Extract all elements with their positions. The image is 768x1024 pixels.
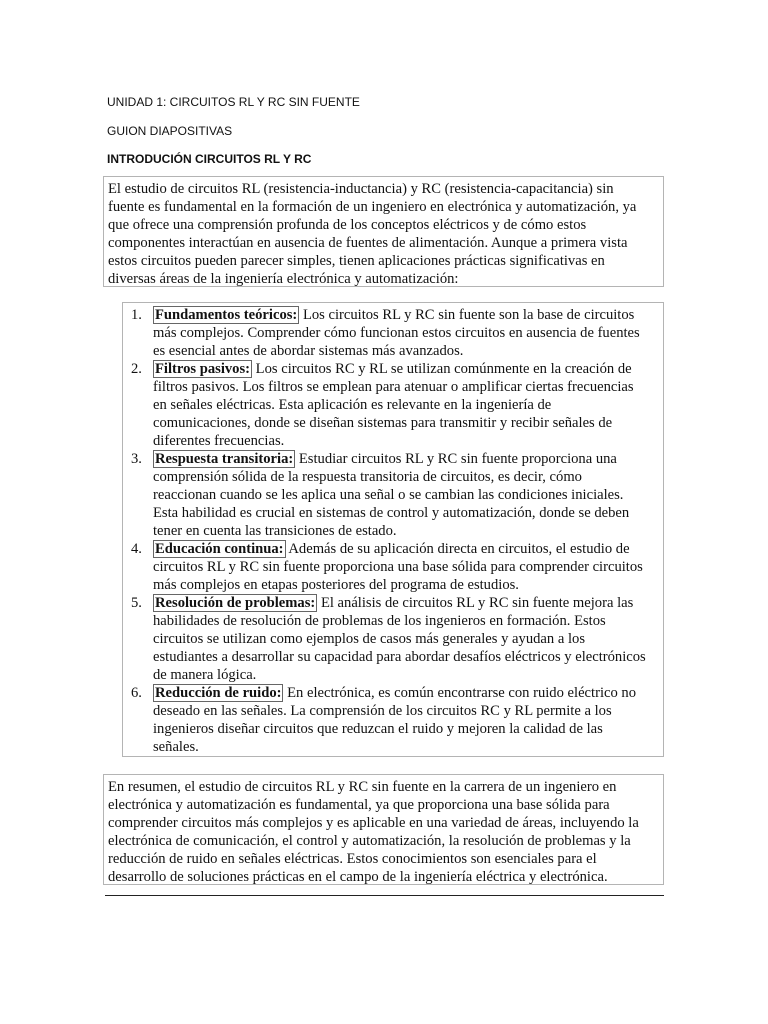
list-item-line: filtros pasivos. Los filtros se emplean para atenuar o amplificar ciertas frecuencias: [153, 379, 634, 395]
list-item: [123, 540, 663, 594]
list-item-line: de manera lógica.: [153, 667, 257, 683]
list-item-line: deseado en las señales. La comprensión de los circuitos RC y RL permite a los: [153, 703, 612, 719]
list-item-line: [153, 540, 663, 558]
list-item: [123, 450, 663, 540]
list-item-text: En electrónica, es común encontrarse con ruido eléctrico no: [287, 685, 637, 701]
list-item: [123, 684, 663, 756]
intro-paragraph: [103, 176, 664, 287]
list-item-number: 1.: [131, 307, 142, 323]
intro-line: fuente es fundamental en la formación de un ingeniero en electrónica y automatización, ya: [108, 199, 637, 215]
list-item: [123, 594, 663, 684]
summary-line: electrónica de comunicación, el control y automatización, la resolución de problemas y la: [108, 833, 631, 849]
list-item-line: comunicaciones, donde se diseñan sistemas para transmitir y recibir señales de: [153, 415, 613, 431]
list-item-number: 3.: [131, 451, 142, 467]
list-item-term: Reducción de ruido:: [155, 685, 282, 701]
list-item-body: [153, 684, 663, 756]
list-item-line: [153, 360, 663, 378]
list-item-number-cell: [123, 306, 153, 360]
horizontal-rule: [105, 895, 664, 896]
list-item-term: Respuesta transitoria:: [155, 451, 294, 467]
intro-line: estos circuitos pueden parecer simples, tienen aplicaciones prácticas significativas en: [108, 253, 605, 269]
list-item-line: circuitos se utilizan como ejemplos de casos más generales y ayudan a los: [153, 631, 586, 647]
summary-line: En resumen, el estudio de circuitos RL y RC sin fuente en la carrera de un ingeniero en: [108, 779, 617, 795]
list-item-line: en señales eléctricas. Esta aplicación es relevante en la ingeniería de: [153, 397, 552, 413]
list-item-line: Esta habilidad es crucial en sistemas de control y automatización, donde se deben: [153, 505, 630, 521]
summary-line: reducción de ruido en señales eléctricas. Estos conocimientos son esenciales para el: [108, 851, 597, 867]
list-item-number: 5.: [131, 595, 142, 611]
list-item-body: [153, 450, 663, 540]
list-item-number: 4.: [131, 541, 142, 557]
list-item-text: Además de su aplicación directa en circuitos, el estudio de: [288, 541, 630, 557]
list-item-body: [153, 360, 663, 450]
list-item-number: 6.: [131, 685, 142, 701]
list-item-number-cell: [123, 594, 153, 684]
intro-line: El estudio de circuitos RL (resistencia-inductancia) y RC (resistencia-capacitancia) sin: [108, 181, 614, 197]
document-subtitle: GUION DIAPOSITIVAS: [107, 124, 233, 138]
list-item-text: El análisis de circuitos RL y RC sin fuente mejora las: [320, 595, 634, 611]
list-item-line: [153, 594, 663, 612]
list-item-number-cell: [123, 450, 153, 540]
list-item-line: habilidades de resolución de problemas de los ingenieros en formación. Estos: [153, 613, 606, 629]
list-item-number-cell: [123, 360, 153, 450]
list-item-text: Los circuitos RL y RC sin fuente son la base de circuitos: [302, 307, 635, 323]
list-item-line: ingenieros diseñar circuitos que reduzcan el ruido y mejoren la calidad de las: [153, 721, 603, 737]
summary-line: electrónica y automatización es fundamental, ya que proporciona una base sólida para: [108, 797, 610, 813]
list-item-line: circuitos RL y RC sin fuente proporciona una base sólida para comprender circuitos: [153, 559, 643, 575]
list-item-line: más complejos. Comprender cómo funcionan estos circuitos en ausencia de fuentes: [153, 325, 640, 341]
summary-paragraph: [103, 774, 664, 885]
list-item-term: Resolución de problemas:: [155, 595, 316, 611]
list-item-line: [153, 684, 663, 702]
list-item-text: Estudiar circuitos RL y RC sin fuente proporciona una: [298, 451, 617, 467]
list-item-line: estudiantes a desarrollar su capacidad para abordar desafíos eléctricos y electrónicos: [153, 649, 646, 665]
list-item-line: diferentes frecuencias.: [153, 433, 285, 449]
list-item-term: Filtros pasivos:: [155, 361, 251, 377]
list-item-line: es esencial antes de abordar sistemas más avanzados.: [153, 343, 464, 359]
list-item-term: Educación continua:: [155, 541, 284, 557]
numbered-list: [123, 306, 663, 756]
list-item-line: más complejos en etapas posteriores del programa de estudios.: [153, 577, 519, 593]
summary-line: desarrollo de soluciones prácticas en el campo de la ingeniería eléctrica y electrónica.: [108, 869, 608, 885]
list-item-body: [153, 306, 663, 360]
list-item-number: 2.: [131, 361, 142, 377]
intro-line: que ofrece una comprensión profunda de los conceptos eléctricos y de cómo estos: [108, 217, 587, 233]
section-title: INTRODUCIÓN CIRCUITOS RL Y RC: [107, 152, 312, 166]
list-item-term: Fundamentos teóricos:: [155, 307, 298, 323]
list-item-line: señales.: [153, 739, 199, 755]
topics-list: [122, 302, 664, 757]
list-item-line: comprensión sólida de la respuesta transitoria de circuitos, es decir, cómo: [153, 469, 582, 485]
list-item-line: tener en cuenta las transiciones de estado.: [153, 523, 397, 539]
list-item-number-cell: [123, 540, 153, 594]
list-item-line: reaccionan cuando se les aplica una señal o se cambian las condiciones iniciales.: [153, 487, 624, 503]
list-item-text: Los circuitos RC y RL se utilizan comúnmente en la creación de: [255, 361, 632, 377]
intro-line: diversas áreas de la ingeniería electrónica y automatización:: [108, 271, 459, 287]
intro-line: componentes interactúan en ausencia de fuentes de alimentación. Aunque a primera vista: [108, 235, 628, 251]
list-item-number-cell: [123, 684, 153, 756]
list-item-line: [153, 450, 663, 468]
unit-title: UNIDAD 1: CIRCUITOS RL Y RC SIN FUENTE: [107, 95, 360, 109]
summary-line: comprender circuitos más complejos y es aplicable en una variedad de áreas, incluyendo la: [108, 815, 639, 831]
list-item-line: [153, 306, 663, 324]
list-item: [123, 360, 663, 450]
list-item-body: [153, 594, 663, 684]
list-item: [123, 306, 663, 360]
list-item-body: [153, 540, 663, 594]
